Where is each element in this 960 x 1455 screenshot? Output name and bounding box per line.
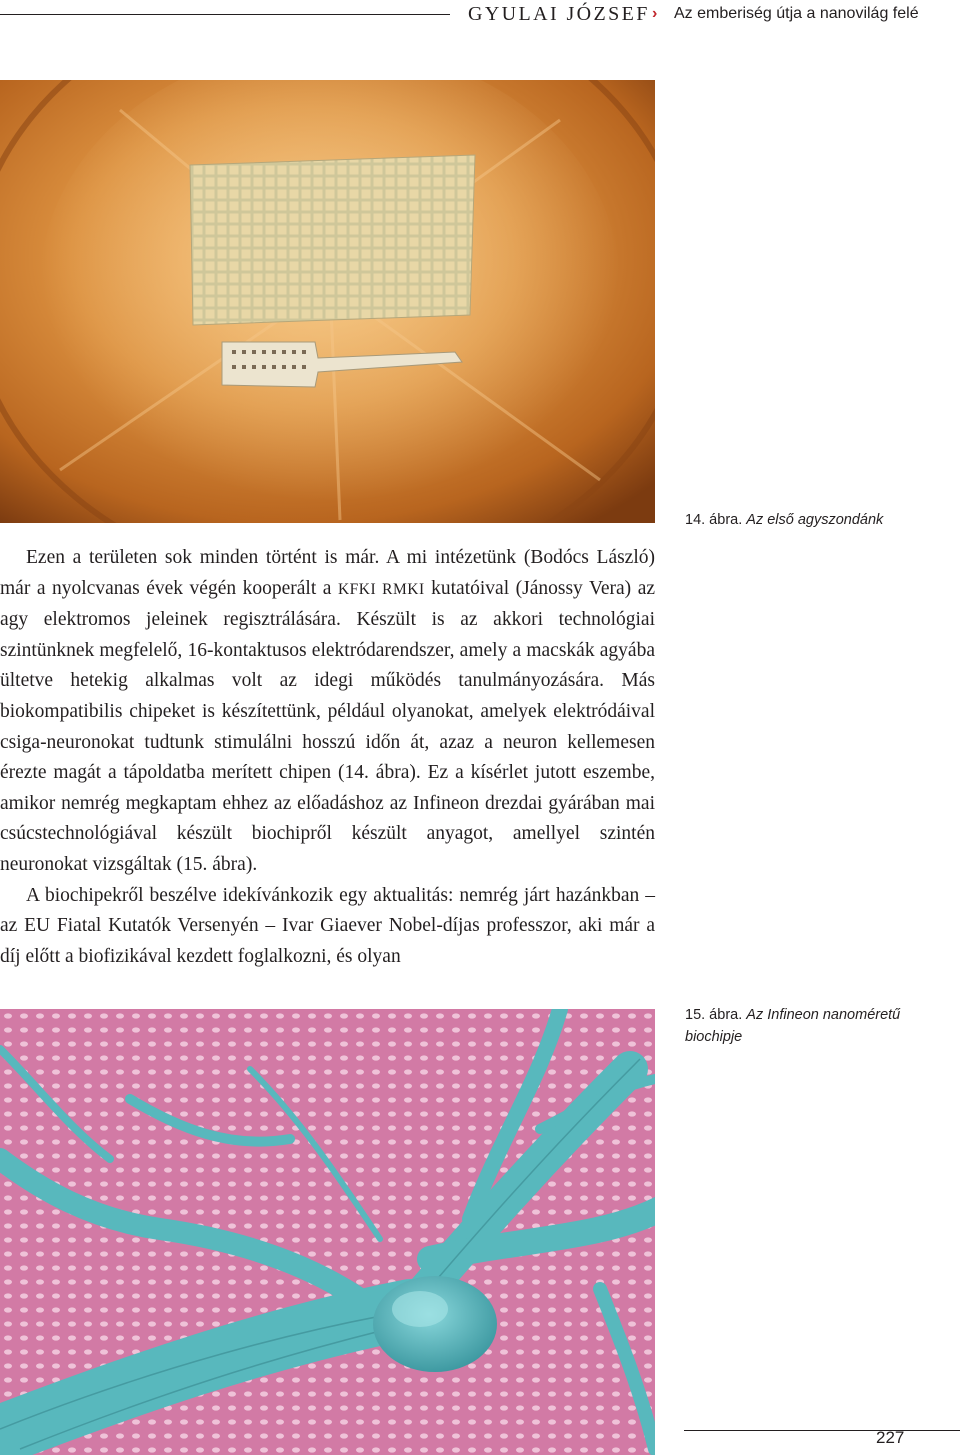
paragraph-2: A biochipekről beszélve idekívánkozik egy aktualitás: nemrég járt hazánkban – az EU Fiatal Kutatók Versenyén – Ivar Giaever Nobel-díjas professzor, aki már a díj előtt a biofizikával kezdett foglalkozni, és olyan	[0, 884, 655, 967]
header-rule	[0, 14, 450, 15]
footer-rule	[684, 1430, 960, 1431]
figure-14-caption-text: Az első agyszondánk	[746, 512, 884, 528]
page-number: 227	[876, 1428, 905, 1447]
chevron-right-icon: ›	[652, 5, 658, 22]
paragraph-1-part-b: kutatóival (Jánossy Vera) az agy elektromos jeleinek regisztrálására. Készült is az akkori technológiai szintünknek megfelelő, 16-kontaktusos elektródarendszer, amely a macskák agyába ültetve hetekig alkalmas volt az idegi működés tanulmányozására. Más biokompatibilis chipeket is készítettünk, például olyanokat, amelyek elektródáival csiga-neuronokat tudtunk stimulálni hosszú időn át, azaz a neuron kellemesen érezte magát a tápoldatba merített chipen (14. ábra). Ez a kísérlet jutott eszembe, amikor nemrég megkaptam ehhez az előadáshoz az Infineon drezdai gyárában mai csúcstechnológiával készült biochipről készült anyagot, amellyel szintén neuronokat vizsgáltak (15. ábra).	[0, 577, 655, 875]
figure-15-caption	[685, 1004, 945, 1048]
running-header-author: GYULAI JÓZSEF	[468, 3, 650, 25]
figure-15-number: 15. ábra.	[685, 1007, 743, 1023]
paragraph-1-part-a: Ezen a területen sok minden történt is már. A mi intézetünk (Bodócs László) már a nyolcvanas évek végén kooperált a	[0, 547, 655, 599]
paragraph-1-abbreviation: KFKI RMKI	[337, 580, 425, 598]
figure-15-caption-text: Az Infineon nanoméretű biochipje	[685, 1007, 901, 1045]
figure-14-number: 14. ábra.	[685, 512, 743, 528]
figure-14-photo	[0, 80, 655, 523]
paragraph-1	[0, 543, 655, 881]
body-text	[0, 543, 655, 972]
running-header-title: Az emberiség útja a nanovilág felé	[674, 5, 919, 22]
figure-14-caption	[685, 509, 960, 531]
figure-15-photo	[0, 1009, 655, 1455]
